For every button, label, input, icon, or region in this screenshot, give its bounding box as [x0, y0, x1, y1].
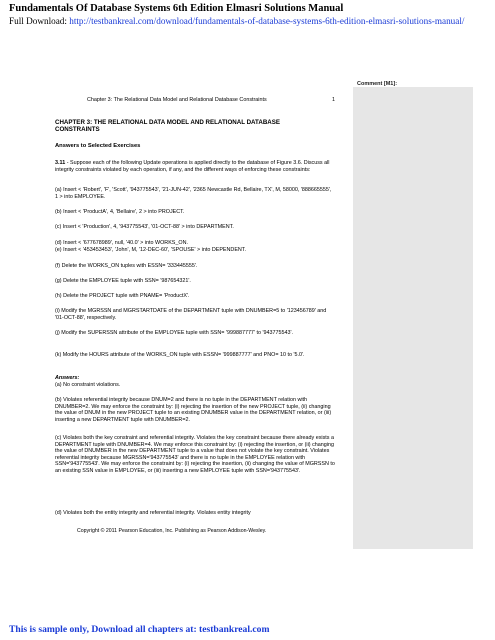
- document-title: Fundamentals Of Database Systems 6th Edition Elmasri Solutions Manual: [9, 3, 344, 14]
- answer-item: (b) Violates referential integrity because DNUM=2 and there is no tuple in the DEPARTMENT relation with DNUMBER=2. We may enforce the constraint by: (i) rejecting the insertion of the new PROJECT tuple, (ii) changing the value of DNUM in the new PROJECT tuple to an existing DNUMBER value in the DEPARTMENT relation, or (iii) inserting a new DEPARTMENT tuple with DNUMBER=2.: [55, 397, 332, 423]
- list-item: (e) Insert < '453453453', 'John', M, '12-DEC-60', 'SPOUSE' > into DEPENDENT.: [55, 247, 246, 253]
- list-item: (d) Insert < '677678989', null, '40.0' > into WORKS_ON.: [55, 240, 188, 246]
- download-link[interactable]: http://testbankreal.com/download/fundamentals-of-database-systems-6th-edition-elmasri-solutions-manual/: [69, 16, 465, 26]
- list-item: (j) Modify the SUPERSSN attribute of the EMPLOYEE tuple with SSN= '999887777' to '943775543'.: [55, 330, 293, 336]
- question-text: - Suppose each of the following Update operations is applied directly to the database of Figure 3.6. Discuss all integrity constraints violated by each operation, if any, and the different ways of enforcing these constraints:: [55, 160, 330, 173]
- answer-item: (d) Violates both the entity integrity and referential integrity. Violates entity integrity: [55, 510, 251, 516]
- copyright-notice: Copyright © 2011 Pearson Education, Inc. Publishing as Pearson Addison-Wesley.: [77, 528, 267, 534]
- chapter-title-line2: CONSTRAINTS: [55, 126, 100, 134]
- list-item: (c) Insert < 'Production', 4, '943775543', '01-OCT-88' > into DEPARTMENT.: [55, 224, 234, 230]
- download-line: [9, 16, 464, 26]
- comment-label: Comment [M1]:: [357, 81, 398, 87]
- list-item: (h) Delete the PROJECT tuple with PNAME= 'ProductX'.: [55, 293, 190, 299]
- list-item: (i) Modify the MGRSSN and MGRSTARTDATE of the DEPARTMENT tuple with DNUMBER=5 to '123456789' and '01-OCT-88', respectively.: [55, 308, 327, 321]
- answer-item: (a) No constraint violations.: [55, 382, 121, 388]
- answer-item: (c) Violates both the key constraint and referential integrity. Violates the key constraint because there already exists a DEPARTMENT tuple with DNUMBER=4. We may enforce this constraint by: (i) rejecting the insertion, or (ii) changing the value of DNUMBER in the new DEPARTMENT tuple to a value that does not violate the key constraint. Violates referential integrity because MGRSSN='943775543' and there is no tuple in the EMPLOYEE relation with SSN='943775543'. We may enforce the constraint by: (i) rejecting the insertion, (ii) changing the value of MGRSSN to an existing SSN value in EMPLOYEE, or (iii) inserting a new EMPLOYEE tuple with SSN='943775543'.: [55, 435, 335, 474]
- list-item: (b) Insert < 'ProductA', 4, 'Bellaire', 2 > into PROJECT.: [55, 209, 185, 215]
- chapter-title: [55, 119, 280, 133]
- comment-sidebar: [353, 87, 473, 549]
- question-number: 3.11: [55, 160, 66, 166]
- list-item: (k) Modify the HOURS attribute of the WORKS_ON tuple with ESSN= '999887777' and PNO= 10 to '5.0'.: [55, 352, 305, 358]
- list-item: (f) Delete the WORKS_ON tuples with ESSN= '333445555'.: [55, 263, 198, 269]
- download-label: Full Download:: [9, 16, 70, 26]
- running-header: [87, 97, 335, 104]
- page-number: 1: [332, 97, 335, 103]
- list-item: (g) Delete the EMPLOYEE tuple with SSN= '987654321'.: [55, 278, 191, 284]
- answers-label: Answers:: [55, 375, 80, 381]
- question-intro: [55, 160, 335, 173]
- running-header-text: Chapter 3: The Relational Data Model and Relational Database Constraints: [87, 97, 267, 103]
- chapter-title-line1: CHAPTER 3: THE RELATIONAL DATA MODEL AND RELATIONAL DATABASE: [55, 119, 281, 126]
- sample-notice: This is sample only, Download all chapters at: testbankreal.com: [9, 624, 270, 635]
- list-item: (a) Insert < 'Robert', 'F', 'Scott', '943775543', '21-JUN-42', '2365 Newcastle Rd, Bellaire, TX', M, 58000, '888665555', 1 > into EMPLOYEE.: [55, 187, 332, 200]
- answers-heading: Answers to Selected Exercises: [55, 143, 141, 149]
